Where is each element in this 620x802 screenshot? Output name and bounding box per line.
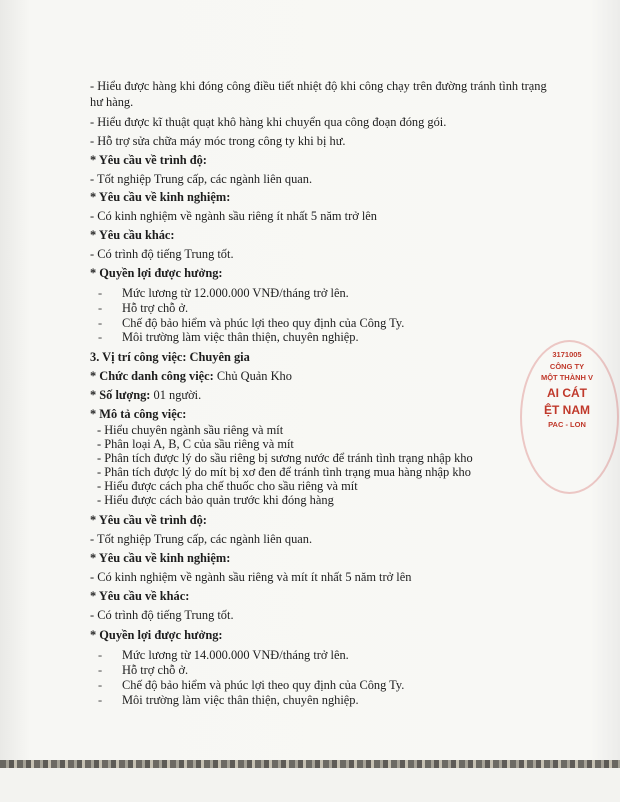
bullet-dash: - [98, 678, 103, 692]
text-line: - Tốt nghiệp Trung cấp, các ngành liên quan. [90, 172, 313, 186]
section-heading: * Yêu cầu về kinh nghiệm: [90, 190, 231, 204]
bullet-dash: - [98, 693, 103, 707]
bullet-dash: - [98, 330, 103, 344]
benefit-item: Mức lương từ 14.000.000 VNĐ/tháng trở lên. [122, 648, 349, 662]
text-line: - Hiểu được hàng khi đóng công điều tiết nhiệt độ khi công chạy trên đường tránh tình trạng [90, 79, 547, 93]
text-line: - Có kinh nghiệm về ngành sầu riêng ít nhất 5 năm trở lên [90, 209, 378, 223]
section-title: 3. Vị trí công việc: Chuyên gia [90, 350, 250, 364]
text-line: - Tốt nghiệp Trung cấp, các ngành liên quan. [90, 532, 313, 546]
section-heading: * Yêu cầu về khác: [90, 589, 190, 603]
section-heading: * Quyền lợi được hưởng: [90, 628, 223, 642]
description-item: - Phân loại A, B, C của sầu riêng và mít [97, 437, 294, 451]
scan-edge [0, 760, 620, 768]
benefit-item: Chế độ bảo hiểm và phúc lợi theo quy định của Công Ty. [122, 316, 405, 330]
description-item: - Phân tích được lý do sầu riêng bị sương nước để tránh tình trạng nhập kho [97, 451, 473, 465]
text-line: - Có trình độ tiếng Trung tốt. [90, 247, 234, 261]
quantity-row [90, 388, 201, 403]
text-line: hư hàng. [90, 95, 134, 109]
benefit-item: Môi trường làm việc thân thiện, chuyên nghiệp. [122, 693, 359, 707]
description-item: - Hiểu được cách bảo quản trước khi đóng hàng [97, 493, 334, 507]
text-line: - Có kinh nghiệm về ngành sầu riêng và mít ít nhất 5 năm trở lên [90, 570, 412, 584]
benefit-item: Hỗ trợ chỗ ở. [122, 663, 189, 677]
section-heading: * Yêu cầu khác: [90, 228, 175, 242]
bullet-dash: - [98, 648, 103, 662]
stamp-text: PAC - LON [548, 420, 586, 429]
text-line: - Hiểu được kĩ thuật quạt khô hàng khi chuyển qua công đoạn đóng gói. [90, 115, 447, 129]
job-title-value: Chủ Quản Kho [213, 369, 292, 383]
job-title-label: * Chức danh công việc: [90, 369, 214, 383]
bullet-dash: - [98, 663, 103, 677]
bullet-dash: - [98, 286, 103, 300]
text-line: - Có trình độ tiếng Trung tốt. [90, 608, 234, 622]
description-item: - Hiểu chuyên ngành sầu riêng và mít [97, 423, 284, 437]
stamp-text: AI CÁT [547, 386, 587, 400]
bullet-dash: - [98, 301, 103, 315]
benefit-item: Môi trường làm việc thân thiện, chuyên nghiệp. [122, 330, 359, 344]
bullet-dash: - [98, 316, 103, 330]
section-heading: * Yêu cầu về kinh nghiệm: [90, 551, 231, 565]
quantity-label: * Số lượng: [90, 388, 151, 402]
stamp-text: 3171005 [552, 350, 582, 359]
section-heading: * Yêu cầu về trình độ: [90, 153, 207, 167]
benefit-item: Hỗ trợ chỗ ở. [122, 301, 189, 315]
page-margin [0, 768, 620, 802]
stamp-text: MỘT THÀNH V [540, 373, 594, 382]
benefit-item: Chế độ bảo hiểm và phúc lợi theo quy định của Công Ty. [122, 678, 405, 692]
description-item: - Phân tích được lý do mít bị xơ đen để tránh tình trạng mua hàng nhập kho [97, 465, 471, 479]
benefit-item: Mức lương từ 12.000.000 VNĐ/tháng trở lên. [122, 286, 349, 300]
section-heading: * Mô tả công việc: [90, 407, 187, 421]
text-line: - Hỗ trợ sửa chữa máy móc trong công ty khi bị hư. [90, 134, 346, 148]
quantity-value: 01 người. [150, 388, 202, 402]
description-item: - Hiểu được cách pha chế thuốc cho sầu riêng và mít [97, 479, 358, 493]
stamp-text: CÔNG TY [549, 362, 585, 371]
section-heading: * Yêu cầu về trình độ: [90, 513, 207, 527]
job-title-row [90, 369, 292, 384]
section-heading: * Quyền lợi được hưởng: [90, 266, 223, 280]
stamp-text: ỆT NAM [544, 403, 590, 417]
